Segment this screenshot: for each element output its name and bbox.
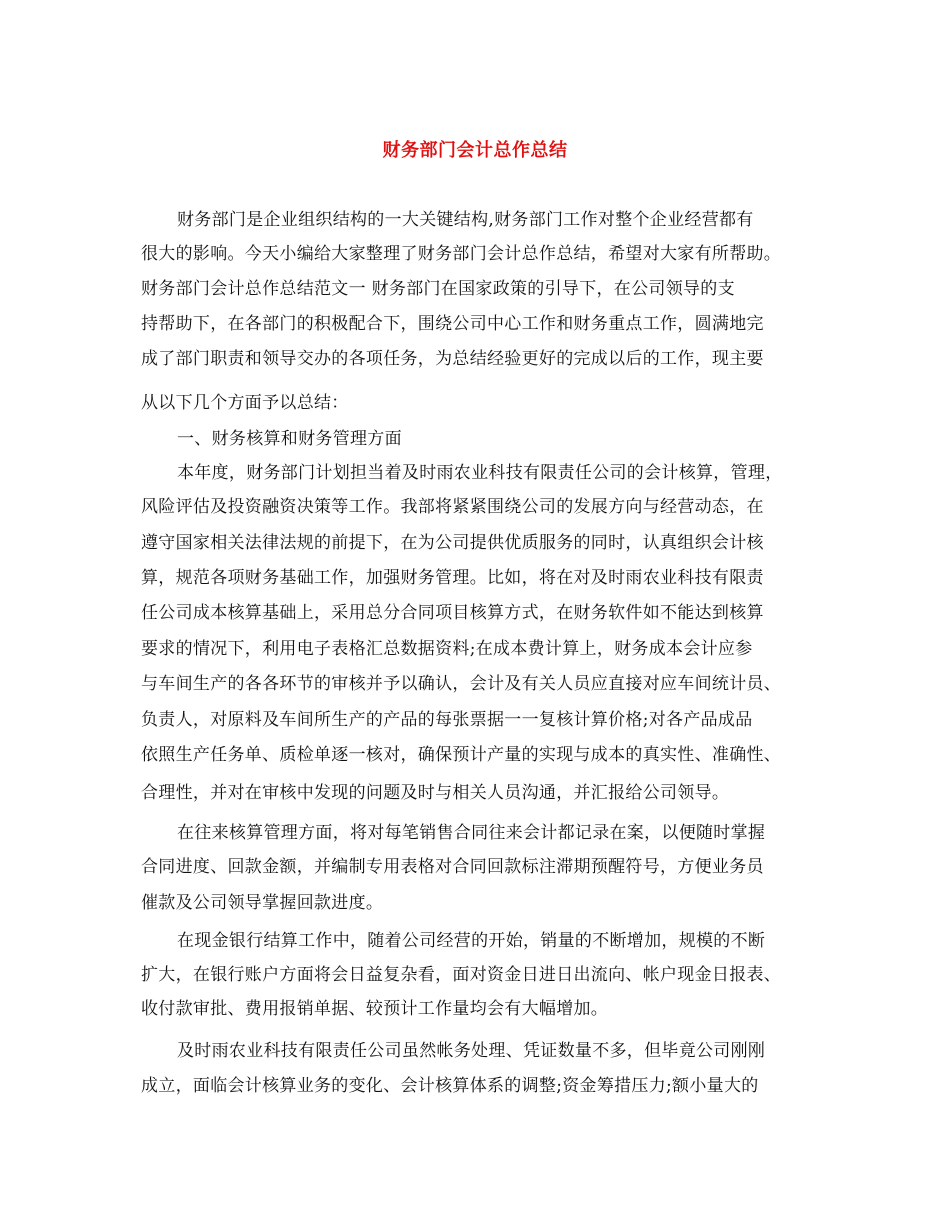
body-line: 任公司成本核算基础上，采用总分合同项目核算方式，在财务软件如不能达到核算 <box>141 603 764 623</box>
body-line: 在现金银行结算工作中，随着公司经营的开始，销量的不断增加，规模的不断 <box>177 931 766 951</box>
body-line: 算，规范各项财务基础工作，加强财务管理。比如，将在对及时雨农业科技有限责 <box>141 568 764 588</box>
body-line: 扩大，在银行账户方面将会日益复杂看，面对资金日进日出流向、帐户现金日报表、 <box>141 965 782 985</box>
body-line: 负责人，对原料及车间所生产的产品的每张票据一一复核计算价格;对各产品成品 <box>141 710 753 730</box>
body-line: 风险评估及投资融资决策等工作。我部将紧紧围绕公司的发展方向与经营动态，在 <box>141 497 764 517</box>
body-line: 成立，面临会计核算业务的变化、会计核算体系的调整;资金筹措压力;额小量大的 <box>141 1076 759 1096</box>
body-line: 及时雨农业科技有限责任公司虽然帐务处理、凭证数量不多，但毕竟公司刚刚 <box>177 1041 766 1061</box>
body-line: 成了部门职责和领导交办的各项任务，为总结经验更好的完成以后的工作，现主要 <box>141 349 764 369</box>
body-line: 很大的影响。今天小编给大家整理了财务部门会计总作总结，希望对大家有所帮助。 <box>141 244 782 264</box>
body-line: 收付款审批、费用报销单据、较预计工作量均会有大幅增加。 <box>141 999 609 1019</box>
body-line: 持帮助下，在各部门的积极配合下，围绕公司中心工作和财务重点工作，圆满地完 <box>141 314 764 334</box>
body-line: 从以下几个方面予以总结： <box>141 393 349 413</box>
body-line: 本年度，财务部门计划担当着及时雨农业科技有限责任公司的会计核算，管理， <box>177 463 783 483</box>
body-line: 在往来核算管理方面，将对每笔销售合同往来会计都记录在案，以便随时掌握 <box>177 823 766 843</box>
body-line: 依照生产任务单、质检单逐一核对，确保预计产量的实现与成本的真实性、准确性、 <box>141 745 782 765</box>
body-line: 与车间生产的各各环节的审核并予以确认，会计及有关人员应直接对应车间统计员、 <box>141 674 782 694</box>
body-line: 财务部门是企业组织结构的一大关键结构,财务部门工作对整个企业经营都有 <box>177 210 754 230</box>
body-line: 要求的情况下，利用电子表格汇总数据资料;在成本费计算上，财务成本会计应参 <box>141 639 753 659</box>
document-title: 财务部门会计总作总结 <box>382 140 568 161</box>
body-line: 催款及公司领导掌握回款进度。 <box>141 893 384 913</box>
body-line: 财务部门会计总作总结范文一 财务部门在国家政策的引导下，在公司领导的支 <box>141 279 735 299</box>
body-line: 遵守国家相关法律法规的前提下，在为公司提供优质服务的同时，认真组织会计核 <box>141 533 764 553</box>
section-heading: 一、财务核算和财务管理方面 <box>177 429 402 449</box>
body-line: 合理性，并对在审核中发现的问题及时与相关人员沟通，并汇报给公司领导。 <box>141 783 730 803</box>
body-line: 合同进度、回款金额，并编制专用表格对合同回款标注滞期预醒符号，方便业务员 <box>141 857 764 877</box>
